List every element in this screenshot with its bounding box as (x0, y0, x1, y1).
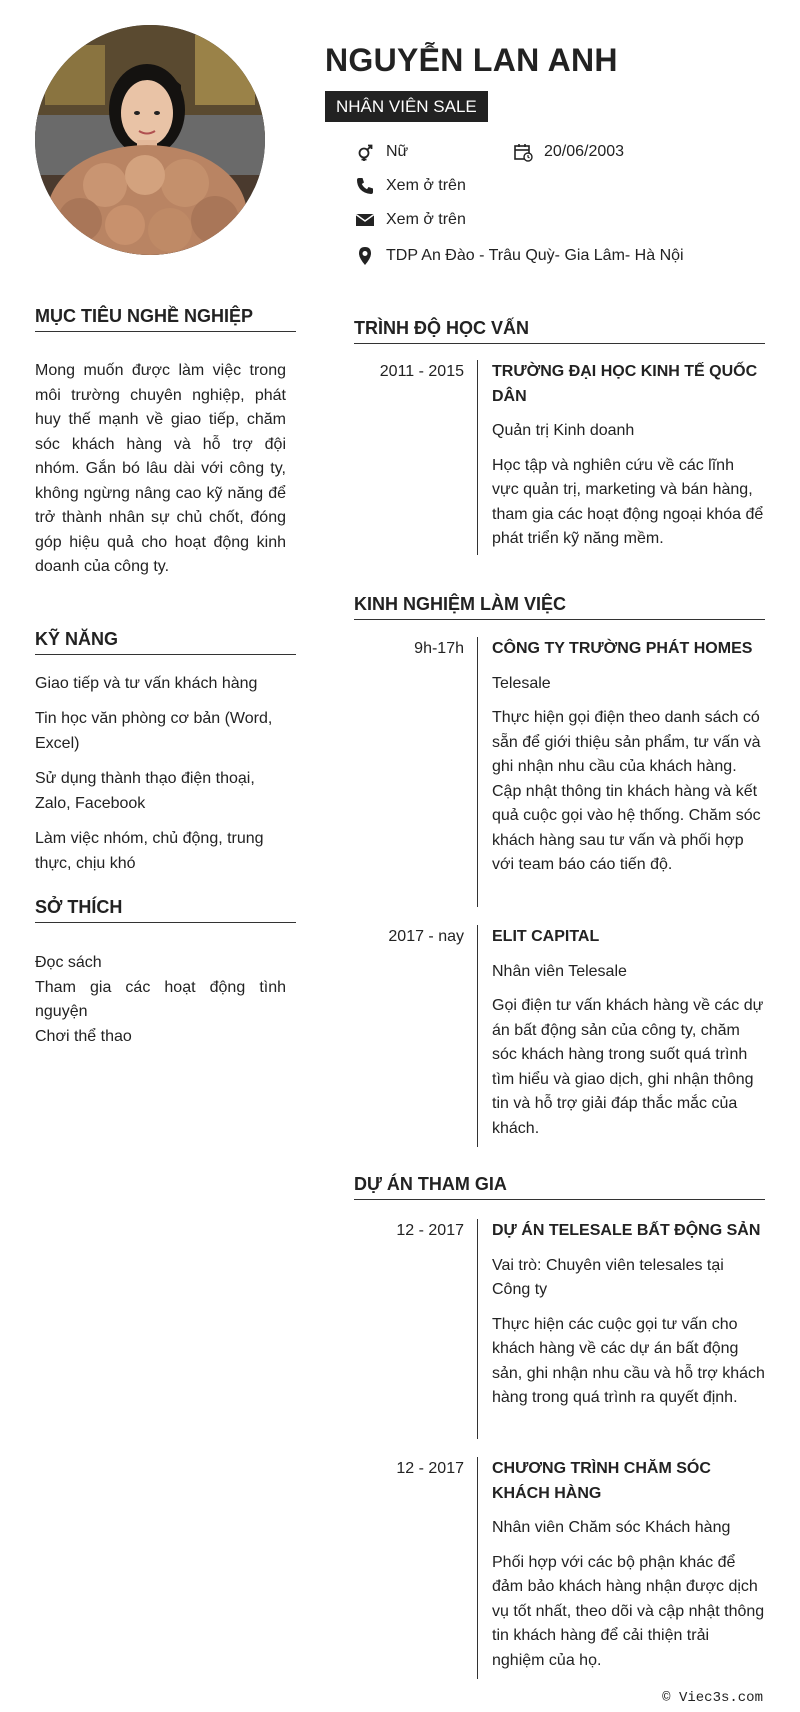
gender-row (354, 141, 408, 163)
footer-credit: © Viec3s.com (662, 1690, 763, 1706)
phone-icon (354, 175, 376, 197)
entry-date: 9h-17h (414, 640, 464, 657)
experience-entry (354, 925, 765, 1147)
entry-content (477, 925, 765, 1147)
hobbies-list (35, 951, 286, 1049)
entry-date: 2017 - nay (388, 928, 464, 945)
map-pin-icon (354, 245, 376, 267)
entry-date: 12 - 2017 (396, 1222, 464, 1239)
entry-content (477, 1457, 765, 1679)
birthday-row (512, 141, 624, 163)
skill-item: Tin học văn phòng cơ bản (Word, Excel) (35, 710, 273, 752)
entry-description: Phối hợp với các bộ phận khác để đảm bảo khách hàng nhận được dịch vụ tốt nhất, theo dõi và cập nhật thông tin khách hàng để cải thiện trải nghiệm của họ. (492, 1553, 765, 1669)
phone-row (354, 175, 466, 197)
education-title: TRÌNH ĐỘ HỌC VẤN (354, 318, 765, 344)
skill-item: Giao tiếp và tư vấn khách hàng (35, 675, 258, 692)
entry-description: Gọi điện tư vấn khách hàng về các dự án bất động sản của công ty, chăm sóc khách hàng trong suốt quá trình tìm hiểu và giao dịch, ghi nhận thông tin và hỗ trợ giải đáp thắc mắc của khách. (492, 997, 764, 1137)
birthday-value: 20/06/2003 (544, 143, 625, 160)
calendar-icon (512, 141, 534, 163)
entry-organization: DỰ ÁN TELESALE BẤT ĐỘNG SẢN (492, 1222, 761, 1239)
entry-role: Nhân viên Chăm sóc Khách hàng (492, 1519, 731, 1536)
entry-description: Thực hiện các cuộc gọi tư vấn cho khách hàng về các dự án bất động sản, ghi nhận nhu cầu và hỗ trợ khách hàng trong quá trình ra quyết định. (492, 1315, 765, 1406)
education-entry (354, 360, 765, 555)
position-badge: NHÂN VIÊN SALE (325, 91, 488, 122)
entry-organization: CHƯƠNG TRÌNH CHĂM SÓC KHÁCH HÀNG (492, 1460, 711, 1502)
gender-value: Nữ (386, 143, 409, 160)
skill-item: Làm việc nhóm, chủ động, trung thực, chịu khó (35, 830, 264, 872)
entry-description: Thực hiện gọi điện theo danh sách có sẵn để giới thiệu sản phẩm, tư vấn và ghi nhận nhu cầu của khách hàng. Cập nhật thông tin khách hàng và kết quả cuộc gọi vào hệ thống. Chăm sóc khách hàng sau tư vấn và phối hợp với team báo cáo tiến độ. (492, 709, 761, 873)
hobbies-title: SỞ THÍCH (35, 897, 296, 923)
entry-role: Quản trị Kinh doanh (492, 422, 635, 439)
projects-title: DỰ ÁN THAM GIA (354, 1174, 765, 1200)
address-row (354, 245, 684, 267)
email-value: Xem ở trên (386, 211, 466, 228)
experience-entry (354, 637, 765, 907)
entry-role: Nhân viên Telesale (492, 962, 627, 980)
phone-value: Xem ở trên (386, 177, 466, 194)
skill-item: Sử dụng thành thạo điện thoại, Zalo, Facebook (35, 770, 255, 812)
email-row (354, 209, 466, 231)
address-value: TDP An Đào - Trâu Quỳ- Gia Lâm- Hà Nội (386, 247, 684, 264)
experience-title: KINH NGHIỆM LÀM VIỆC (354, 594, 765, 620)
entry-date: 12 - 2017 (396, 1460, 464, 1477)
entry-content (477, 1219, 765, 1439)
project-entry (354, 1457, 765, 1679)
avatar-photo (35, 25, 265, 255)
hobby-item: Tham gia các hoạt động tình nguyện (35, 978, 286, 1020)
objective-text: Mong muốn được làm việc trong môi trường chuyên nghiệp, phát huy thế mạnh về giao tiếp, chăm sóc khách hàng và hỗ trợ đội nhóm. Gắn bó lâu dài với công ty, không ngừng nâng cao kỹ năng để trở thành nhân sự chủ chốt, đóng góp hiệu quả cho hoạt động kinh doanh của công ty. (35, 362, 286, 575)
entry-organization: ELIT CAPITAL (492, 928, 600, 945)
gender-icon (354, 141, 376, 163)
objective-title: MỤC TIÊU NGHỀ NGHIỆP (35, 306, 296, 332)
candidate-name: NGUYỄN LAN ANH (325, 42, 618, 78)
entry-content (477, 637, 765, 907)
entry-description: Học tập và nghiên cứu về các lĩnh vực quản trị, marketing và bán hàng, tham gia các hoạt động ngoại khóa để phát triển kỹ năng mềm. (492, 456, 764, 547)
mail-icon (354, 209, 376, 231)
hobby-item: Chơi thể thao (35, 1027, 132, 1045)
skills-title: KỸ NĂNG (35, 629, 296, 655)
hobby-item: Đọc sách (35, 954, 102, 971)
entry-date: 2011 - 2015 (379, 363, 464, 380)
entry-role: Telesale (492, 674, 551, 692)
project-entry (354, 1219, 765, 1439)
entry-role: Vai trò: Chuyên viên telesales tại Công ty (492, 1256, 724, 1298)
entry-organization: CÔNG TY TRƯỜNG PHÁT HOMES (492, 640, 753, 657)
entry-content (477, 360, 765, 555)
entry-organization: TRƯỜNG ĐẠI HỌC KINH TẾ QUỐC DÂN (492, 363, 758, 405)
